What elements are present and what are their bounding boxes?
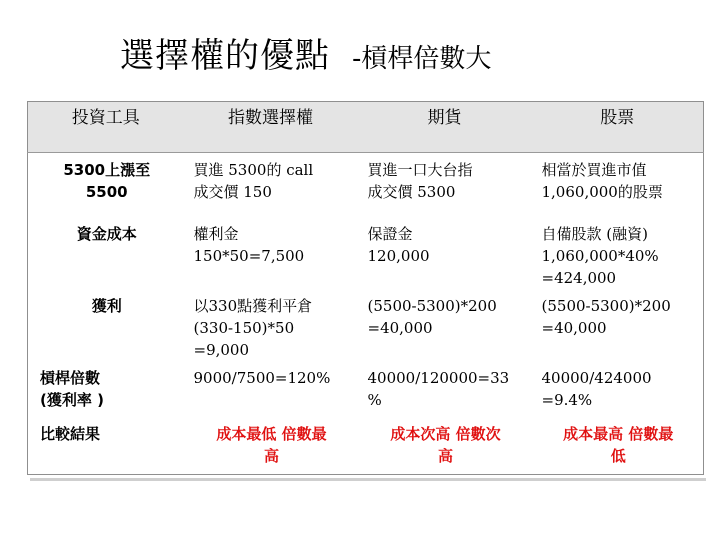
table-cell: 40000/424000 =9.4% <box>541 368 652 409</box>
table-row <box>28 217 704 289</box>
table-cell: 保證金 120,000 <box>367 224 430 265</box>
row-label-scenario: 5300上漲至5500 <box>63 161 151 201</box>
table-cell: 買進 5300的 call 成交價 150 <box>193 161 314 201</box>
row-label: 比較結果 <box>40 424 101 443</box>
table-cell: (5500-5300)*200 =40,000 <box>367 296 497 337</box>
header-stocks: 股票 <box>532 102 704 153</box>
table-row <box>28 289 704 361</box>
table-cell: 相當於買進市值 1,060,000的股票 <box>541 161 663 201</box>
table-cell: 自備股款 (融資) 1,060,000*40% =424,000 <box>541 224 659 287</box>
row-label <box>28 153 184 217</box>
row-label: 槓桿倍數 (獲利率 ) <box>40 368 104 409</box>
table-cell: 40000/120000=33 % <box>367 368 510 409</box>
comparison-table <box>27 101 704 475</box>
header-instrument: 投資工具 <box>28 102 184 153</box>
header-futures: 期貨 <box>358 102 532 153</box>
table-cell: 9000/7500=120% <box>193 368 331 387</box>
slide-title <box>120 28 491 77</box>
table-header-row <box>28 102 704 153</box>
table-shadow <box>30 478 706 481</box>
title-main: 選擇權的優點 <box>120 36 330 76</box>
table-cell: (5500-5300)*200 =40,000 <box>541 296 671 337</box>
result-cell: 成本最低 倍數最 高 <box>216 424 327 465</box>
table-cell: 買進一口大台指 成交價 5300 <box>367 161 473 201</box>
row-label: 資金成本 <box>76 224 137 243</box>
result-cell: 成本次高 倍數次 高 <box>390 424 501 465</box>
table-cell: 以330點獲利平倉 (330-150)*50 =9,000 <box>193 296 313 359</box>
table-row <box>28 361 704 417</box>
table-row <box>28 153 704 217</box>
row-label: 獲利 <box>91 296 122 315</box>
result-cell: 成本最高 倍數最 低 <box>563 424 674 465</box>
title-subtitle: -槓桿倍數大 <box>352 44 492 74</box>
header-index-option: 指數選擇權 <box>184 102 358 153</box>
table-row <box>28 417 704 475</box>
table-cell: 權利金 150*50=7,500 <box>193 224 305 265</box>
